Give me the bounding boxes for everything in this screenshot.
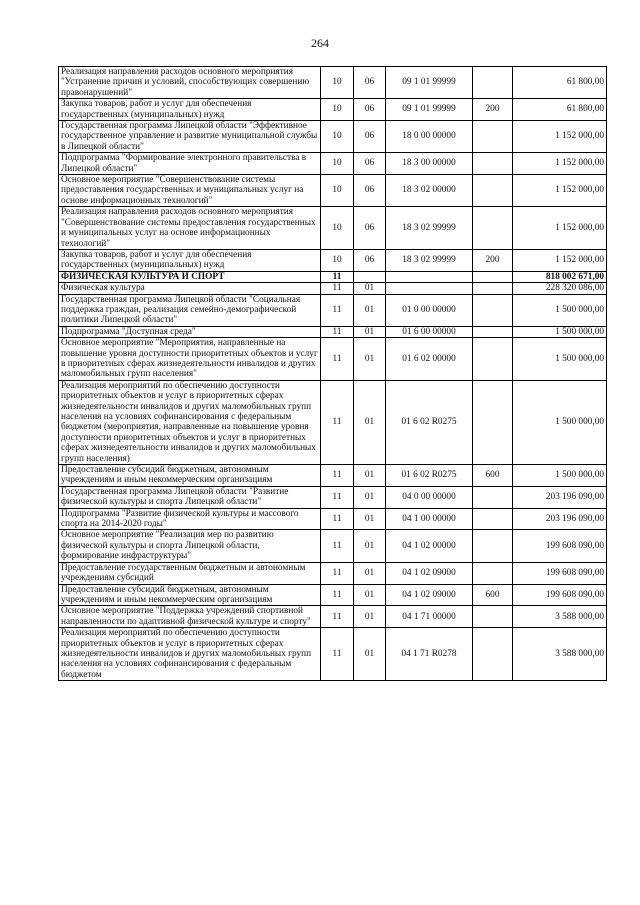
row-name-cell: Реализация мероприятий по обеспечению доступности приоритетных объектов и услуг в приоритетных сферах жизнедеятельности инвалидов и других маломобильных групп населения на условиях софинансирования с федеральным бюджетом (мероприятия, направленные на повышение уровня доступности приоритетных объектов и услуг в приоритетных сферах жизнедеятельности инвалидов и других маломобильных групп населения): [59, 380, 321, 464]
section-cell: 10: [321, 249, 354, 271]
table-row: [59, 326, 607, 337]
table-row: [59, 121, 607, 153]
expense-type-cell: 600: [473, 584, 513, 606]
expense-type-cell: [473, 508, 513, 530]
subsection-cell: 01: [354, 326, 386, 337]
row-name-cell: Подпрограмма "Формирование электронного правительства в Липецкой области": [59, 153, 321, 175]
amount-cell: 1 500 000,00: [513, 380, 607, 464]
row-name-cell: Основное мероприятие "Поддержка учреждений спортивной направленности по адаптивной физической культуре и спорту": [59, 606, 321, 628]
target-article-cell: 01 6 02 00000: [386, 338, 473, 381]
expense-type-cell: [473, 294, 513, 326]
page-number: 264: [311, 36, 329, 50]
amount-cell: 1 500 000,00: [513, 465, 607, 487]
amount-cell: 1 152 000,00: [513, 153, 607, 175]
table-row: [59, 67, 607, 99]
expense-type-cell: [473, 486, 513, 508]
table-row: [59, 249, 607, 271]
table-row: [59, 283, 607, 294]
expense-type-cell: 200: [473, 99, 513, 121]
table-row: [59, 628, 607, 681]
amount-cell: 199 608 090,00: [513, 562, 607, 584]
section-cell: 11: [321, 530, 354, 562]
subsection-cell: 06: [354, 207, 386, 250]
amount-cell: 61 800,00: [513, 67, 607, 99]
table-row: [59, 606, 607, 628]
expense-type-cell: [473, 562, 513, 584]
expense-type-cell: [473, 606, 513, 628]
table-row: [59, 508, 607, 530]
section-cell: 10: [321, 99, 354, 121]
expense-type-cell: [473, 175, 513, 207]
target-article-cell: 04 1 02 00000: [386, 530, 473, 562]
expense-type-cell: [473, 530, 513, 562]
amount-cell: 228 320 086,00: [513, 283, 607, 294]
amount-cell: 818 002 671,00: [513, 271, 607, 282]
row-name-cell: Государственная программа Липецкой области "Развитие физической культуры и спорта Липецкой области": [59, 486, 321, 508]
expense-type-cell: [473, 326, 513, 337]
section-cell: 11: [321, 465, 354, 487]
row-name-cell: Основное мероприятие "Реализация мер по развитию физической культуры и спорта Липецкой области, формирование инфраструктуры": [59, 530, 321, 562]
row-name-cell: Подпрограмма "Доступная среда": [59, 326, 321, 337]
subsection-cell: 06: [354, 175, 386, 207]
section-cell: 10: [321, 153, 354, 175]
table-row: [59, 380, 607, 464]
row-name-cell: Предоставление субсидий бюджетным, автономным учреждениям и иным некоммерческим организациям: [59, 584, 321, 606]
expense-type-cell: [473, 380, 513, 464]
section-cell: 11: [321, 486, 354, 508]
target-article-cell: 04 1 00 00000: [386, 508, 473, 530]
target-article-cell: 09 1 01 99999: [386, 67, 473, 99]
section-cell: 10: [321, 67, 354, 99]
row-name-cell: Государственная программа Липецкой области "Социальная поддержка граждан, реализация семейно-демографической политики Липецкой области": [59, 294, 321, 326]
budget-table-body: [59, 67, 607, 681]
subsection-cell: 01: [354, 486, 386, 508]
target-article-cell: 09 1 01 99999: [386, 99, 473, 121]
table-row: [59, 486, 607, 508]
section-cell: 11: [321, 508, 354, 530]
target-article-cell: 01 6 00 00000: [386, 326, 473, 337]
target-article-cell: [386, 283, 473, 294]
amount-cell: 1 500 000,00: [513, 294, 607, 326]
target-article-cell: 18 3 02 99999: [386, 249, 473, 271]
target-article-cell: 01 6 02 R0275: [386, 380, 473, 464]
table-row: [59, 153, 607, 175]
row-name-cell: Основное мероприятие "Совершенствование системы предоставления государственных и муниципальных услуг на основе информационных технологий": [59, 175, 321, 207]
target-article-cell: 01 6 02 R0275: [386, 465, 473, 487]
amount-cell: 199 608 090,00: [513, 584, 607, 606]
row-name-cell: Основное мероприятие "Мероприятия, направленные на повышение уровня доступности приоритетных объектов и услуг в приоритетных сферах жизнедеятельности инвалидов и других маломобильных групп населения": [59, 338, 321, 381]
table-row: [59, 271, 607, 282]
section-cell: 11: [321, 283, 354, 294]
target-article-cell: 04 1 71 R0278: [386, 628, 473, 681]
subsection-cell: 01: [354, 338, 386, 381]
amount-cell: 1 152 000,00: [513, 207, 607, 250]
amount-cell: 1 152 000,00: [513, 249, 607, 271]
section-cell: 11: [321, 606, 354, 628]
section-cell: 11: [321, 294, 354, 326]
target-article-cell: 18 3 02 00000: [386, 175, 473, 207]
budget-table: [58, 66, 607, 681]
row-name-cell: Предоставление государственным бюджетным и автономным учреждениям субсидий: [59, 562, 321, 584]
target-article-cell: 01 0 00 00000: [386, 294, 473, 326]
amount-cell: 203 196 090,00: [513, 508, 607, 530]
target-article-cell: 04 1 71 00000: [386, 606, 473, 628]
expense-type-cell: [473, 628, 513, 681]
subsection-cell: 01: [354, 562, 386, 584]
table-row: [59, 465, 607, 487]
section-cell: 10: [321, 121, 354, 153]
subsection-cell: 06: [354, 249, 386, 271]
section-cell: 10: [321, 175, 354, 207]
row-name-cell: Физическая культура: [59, 283, 321, 294]
target-article-cell: 04 1 02 09000: [386, 584, 473, 606]
subsection-cell: [354, 271, 386, 282]
section-cell: 11: [321, 271, 354, 282]
amount-cell: 1 152 000,00: [513, 175, 607, 207]
table-row: [59, 294, 607, 326]
subsection-cell: 06: [354, 121, 386, 153]
table-row: [59, 562, 607, 584]
row-name-cell: Реализация направления расходов основного мероприятия "Совершенствование системы предоставления государственных и муниципальных услуг на основе информационных технологий": [59, 207, 321, 250]
amount-cell: 199 608 090,00: [513, 530, 607, 562]
table-row: [59, 99, 607, 121]
subsection-cell: 01: [354, 584, 386, 606]
section-cell: 11: [321, 628, 354, 681]
target-article-cell: 04 0 00 00000: [386, 486, 473, 508]
table-row: [59, 530, 607, 562]
row-name-cell: Реализация направления расходов основного мероприятия "Устранение причин и условий, способствующих совершению правонарушений": [59, 67, 321, 99]
subsection-cell: 06: [354, 153, 386, 175]
row-name-cell: ФИЗИЧЕСКАЯ КУЛЬТУРА И СПОРТ: [59, 271, 321, 282]
expense-type-cell: [473, 121, 513, 153]
subsection-cell: 01: [354, 283, 386, 294]
table-row: [59, 338, 607, 381]
subsection-cell: 01: [354, 465, 386, 487]
section-cell: 11: [321, 584, 354, 606]
subsection-cell: 06: [354, 99, 386, 121]
target-article-cell: [386, 271, 473, 282]
section-cell: 11: [321, 338, 354, 381]
row-name-cell: Закупка товаров, работ и услуг для обеспечения государственных (муниципальных) нужд: [59, 249, 321, 271]
row-name-cell: Государственная программа Липецкой области "Эффективное государственное управление и развитие муниципальной службы в Липецкой области": [59, 121, 321, 153]
amount-cell: 61 800,00: [513, 99, 607, 121]
expense-type-cell: 200: [473, 249, 513, 271]
amount-cell: 1 500 000,00: [513, 338, 607, 381]
table-row: [59, 175, 607, 207]
section-cell: 11: [321, 326, 354, 337]
row-name-cell: Реализация мероприятий по обеспечению доступности приоритетных объектов и услуг в приоритетных сферах жизнедеятельности инвалидов и других маломобильных групп населения на условиях софинансирования с федеральным бюджетом: [59, 628, 321, 681]
target-article-cell: 18 0 00 00000: [386, 121, 473, 153]
expense-type-cell: [473, 207, 513, 250]
expense-type-cell: 600: [473, 465, 513, 487]
row-name-cell: Закупка товаров, работ и услуг для обеспечения государственных (муниципальных) нужд: [59, 99, 321, 121]
table-row: [59, 584, 607, 606]
section-cell: 11: [321, 380, 354, 464]
target-article-cell: 18 3 02 99999: [386, 207, 473, 250]
amount-cell: 203 196 090,00: [513, 486, 607, 508]
expense-type-cell: [473, 338, 513, 381]
expense-type-cell: [473, 271, 513, 282]
amount-cell: 1 500 000,00: [513, 326, 607, 337]
expense-type-cell: [473, 153, 513, 175]
subsection-cell: 01: [354, 628, 386, 681]
amount-cell: 3 588 000,00: [513, 628, 607, 681]
subsection-cell: 01: [354, 380, 386, 464]
expense-type-cell: [473, 67, 513, 99]
subsection-cell: 01: [354, 530, 386, 562]
subsection-cell: 01: [354, 508, 386, 530]
target-article-cell: 04 1 02 09000: [386, 562, 473, 584]
target-article-cell: 18 3 00 00000: [386, 153, 473, 175]
subsection-cell: 01: [354, 606, 386, 628]
row-name-cell: Предоставление субсидий бюджетным, автономным учреждениям и иным некоммерческим организациям: [59, 465, 321, 487]
section-cell: 11: [321, 562, 354, 584]
amount-cell: 1 152 000,00: [513, 121, 607, 153]
section-cell: 10: [321, 207, 354, 250]
amount-cell: 3 588 000,00: [513, 606, 607, 628]
row-name-cell: Подпрограмма "Развитие физической культуры и массового спорта на 2014-2020 годы": [59, 508, 321, 530]
expense-type-cell: [473, 283, 513, 294]
subsection-cell: 01: [354, 294, 386, 326]
subsection-cell: 06: [354, 67, 386, 99]
table-row: [59, 207, 607, 250]
